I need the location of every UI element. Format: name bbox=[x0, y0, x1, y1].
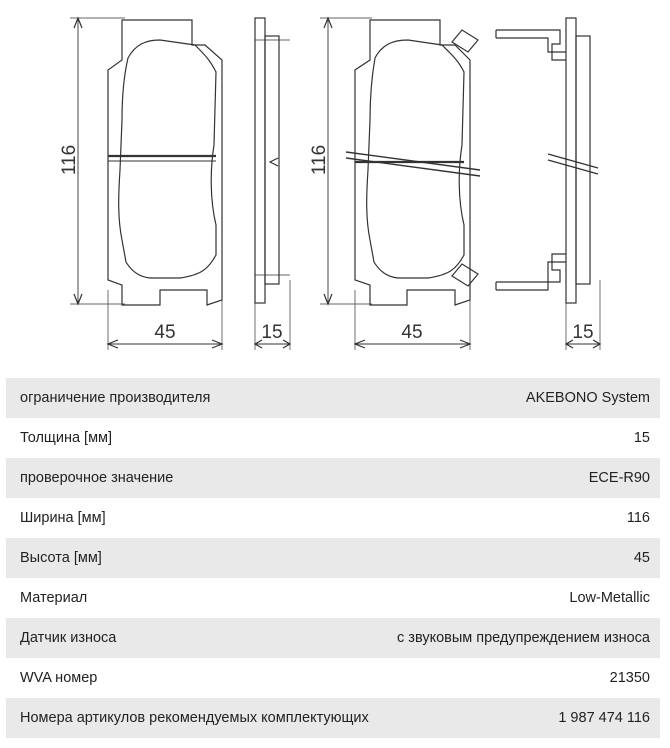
dim-side-thickness: 15 bbox=[261, 322, 283, 343]
spec-row bbox=[6, 458, 660, 498]
technical-drawing bbox=[0, 0, 670, 370]
spec-label: Материал bbox=[20, 590, 88, 606]
pad-sensor-front-view bbox=[346, 20, 480, 305]
pad-sensor-side-view bbox=[496, 18, 598, 303]
spec-label: ограничение производителя bbox=[20, 390, 211, 406]
spec-label: Номера артикулов рекомендуемых комплектующих bbox=[20, 710, 369, 726]
spec-row bbox=[6, 498, 660, 538]
spec-label: Высота [мм] bbox=[20, 550, 102, 566]
spec-label: проверочное значение bbox=[20, 470, 174, 486]
spec-row bbox=[6, 698, 660, 738]
specifications-table bbox=[6, 378, 660, 738]
spec-value: 116 bbox=[626, 510, 650, 526]
spec-label: Толщина [мм] bbox=[20, 430, 113, 446]
pad-front-view bbox=[108, 20, 222, 305]
dim-sensor-side-thickness: 15 bbox=[572, 322, 594, 343]
spec-value: AKEBONO System bbox=[525, 390, 650, 406]
dim-sensor-height: 116 bbox=[309, 144, 330, 176]
spec-value: 15 bbox=[633, 430, 650, 446]
dim-sensor-width: 45 bbox=[401, 322, 423, 343]
spec-label: WVA номер bbox=[20, 670, 98, 686]
spec-value: 45 bbox=[633, 550, 650, 566]
spec-label: Ширина [мм] bbox=[20, 510, 106, 526]
spec-row bbox=[6, 658, 660, 698]
spec-row bbox=[6, 578, 660, 618]
spec-value: с звуковым предупреждением износа bbox=[397, 630, 650, 646]
spec-value: 21350 bbox=[609, 670, 650, 686]
spec-row bbox=[6, 618, 660, 658]
spec-row bbox=[6, 538, 660, 578]
spec-value: ECE-R90 bbox=[588, 470, 650, 486]
pad-side-view bbox=[255, 18, 290, 303]
spec-row bbox=[6, 418, 660, 458]
dim-front-width: 45 bbox=[154, 322, 176, 343]
spec-label: Датчик износа bbox=[20, 630, 117, 646]
spec-value: Low-Metallic bbox=[569, 590, 650, 606]
dim-front-height: 116 bbox=[59, 144, 80, 176]
spec-row bbox=[6, 378, 660, 418]
spec-value: 1 987 474 116 bbox=[558, 710, 650, 726]
